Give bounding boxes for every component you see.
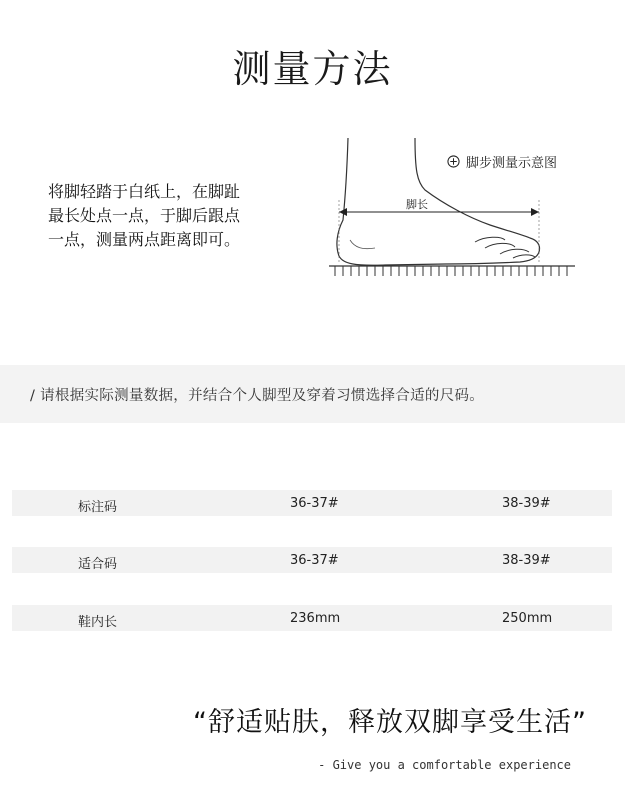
instruction-line: 一点，测量两点距离即可。 bbox=[48, 230, 241, 249]
row-label: 适合码 bbox=[78, 557, 118, 572]
arrow-right bbox=[531, 208, 539, 216]
size-advice-banner bbox=[0, 365, 625, 423]
row-value: 236mm bbox=[290, 611, 341, 626]
slogan-chinese: “舒适贴肤，释放双脚享受生活” bbox=[193, 707, 587, 738]
table-row bbox=[12, 490, 612, 516]
page-title: 测量方法 bbox=[232, 47, 393, 91]
row-value: 36-37# bbox=[290, 553, 339, 568]
row-value: 38-39# bbox=[502, 553, 551, 568]
diagram-legend bbox=[447, 152, 557, 171]
instruction-line: 最长处点一点，于脚后跟点 bbox=[48, 206, 241, 225]
row-value: 38-39# bbox=[502, 496, 551, 511]
measurement-instructions bbox=[48, 180, 298, 252]
row-value: 250mm bbox=[502, 611, 553, 626]
slogan-english: - Give you a comfortable experience bbox=[318, 758, 571, 772]
size-advice-text: / 请根据实际测量数据，并结合个人脚型及穿着习惯选择合适的尺码。 bbox=[30, 388, 485, 404]
ankle-detail bbox=[350, 240, 375, 249]
toe-outline bbox=[475, 237, 535, 258]
table-row bbox=[12, 547, 612, 573]
foot-length-label: 脚长 bbox=[406, 198, 428, 211]
plus-circle-icon bbox=[447, 155, 460, 168]
row-label: 鞋内长 bbox=[78, 615, 118, 630]
row-value: 36-37# bbox=[290, 496, 339, 511]
row-label: 标注码 bbox=[78, 500, 118, 515]
instruction-line: 将脚轻踏于白纸上，在脚趾 bbox=[48, 182, 241, 201]
ruler-ticks bbox=[335, 266, 567, 276]
table-row bbox=[12, 605, 612, 631]
legend-label: 脚步测量示意图 bbox=[466, 156, 558, 171]
